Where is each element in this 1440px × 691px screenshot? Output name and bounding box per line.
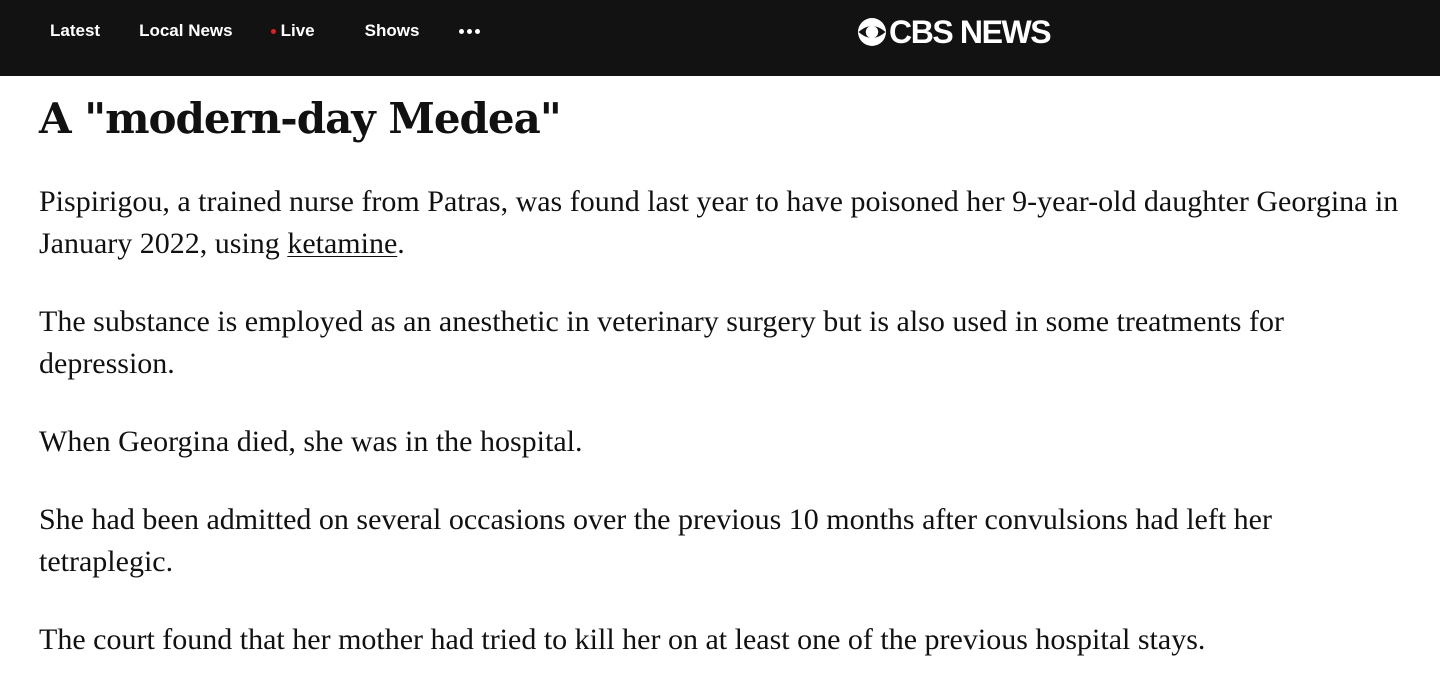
cbs-news-logo[interactable] <box>857 14 1050 50</box>
paragraph-1 <box>39 181 1409 265</box>
nav-item-latest[interactable]: Latest <box>50 21 101 40</box>
cbs-eye-icon <box>857 17 887 47</box>
more-dot <box>459 29 464 34</box>
section-headline: A "modern-day Medea" <box>39 94 561 143</box>
nav-item-live-label: Live <box>280 21 315 40</box>
live-dot-icon <box>271 29 276 34</box>
more-dots-icon[interactable] <box>459 25 480 38</box>
nav-item-live[interactable] <box>271 21 315 41</box>
nav-item-local-news[interactable]: Local News <box>139 21 233 40</box>
more-dot <box>475 29 480 34</box>
article-body <box>39 76 1409 661</box>
more-dot <box>467 29 472 34</box>
paragraph-1-text-before: Pispirigou, a trained nurse from Patras, was found last year to have poisoned her 9-year-old daughter Georgina in January 2022, using <box>39 185 1399 260</box>
ketamine-link[interactable]: ketamine <box>287 227 398 260</box>
paragraph-2: The substance is employed as an anesthetic in veterinary surgery but is also used in some treatments for depression. <box>39 305 1284 380</box>
top-navigation-bar <box>0 0 1440 76</box>
main-nav <box>50 0 480 62</box>
paragraph-4: She had been admitted on several occasions over the previous 10 months after convulsions had left her tetraplegic. <box>39 503 1272 578</box>
brand-name: CBS NEWS <box>889 14 1051 50</box>
paragraph-3: When Georgina died, she was in the hospital. <box>39 425 583 458</box>
paragraph-5: The court found that her mother had tried to kill her on at least one of the previous hospital stays. <box>39 623 1206 656</box>
nav-item-shows[interactable]: Shows <box>364 21 420 40</box>
paragraph-1-text-after: . <box>397 227 405 260</box>
